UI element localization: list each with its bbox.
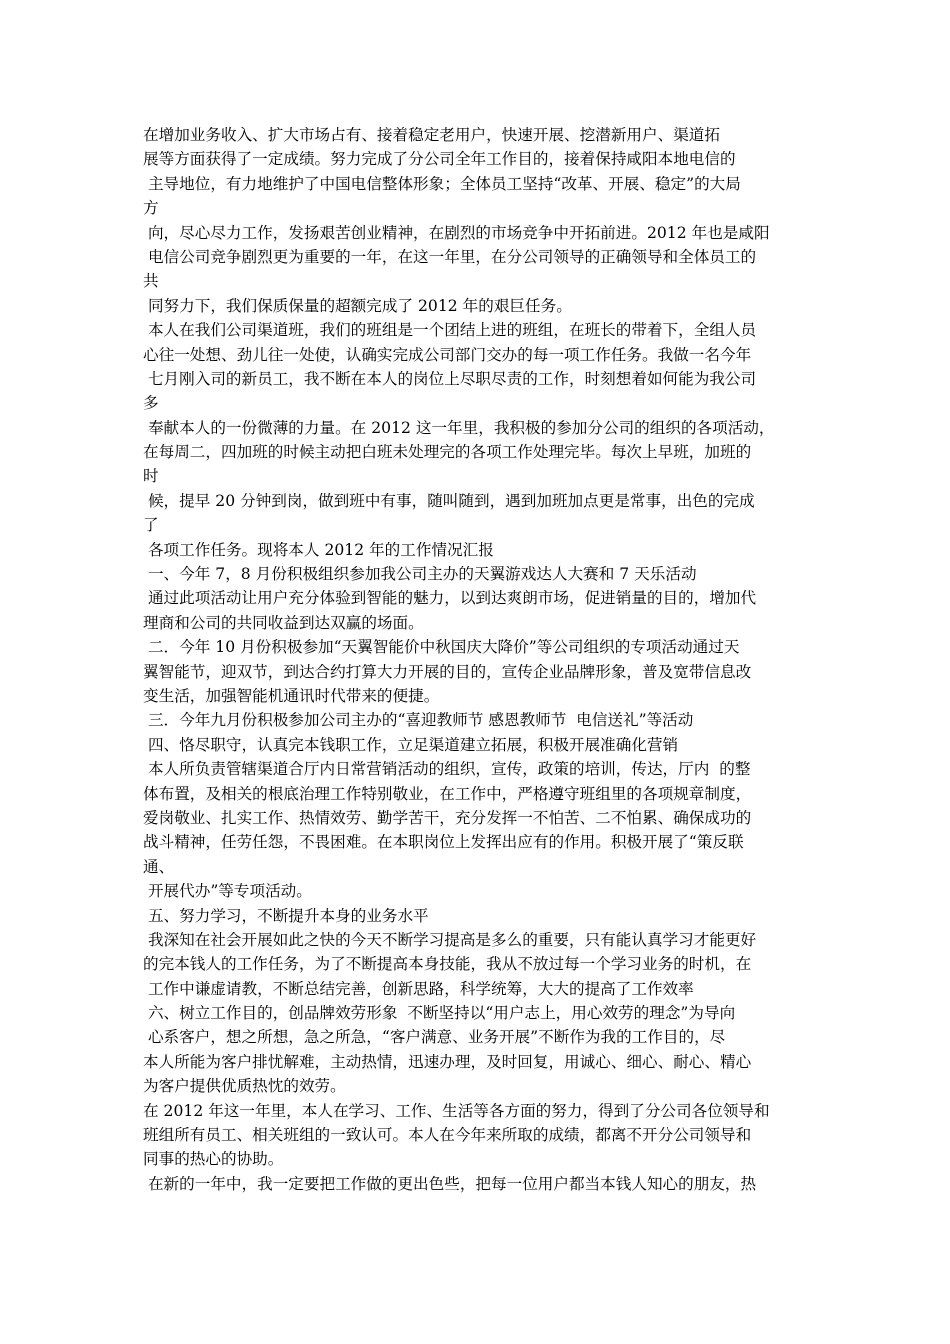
text-line: 爱岗敬业、扎实工作、热情效劳、勤学苦干，充分发挥一不怕苦、二不怕累、确保成功的 [143,808,752,827]
text-line: 心往一处想、劲儿往一处使，认确实完成公司部门交办的每一项工作任务。我做一名今年 [143,345,752,364]
text-line: 本人所负责管辖渠道合厅内日常营销活动的组织，宣传，政策的培训，传达，厅内 的整 [143,760,751,779]
text-line: 理商和公司的共同收益到达双赢的场面。 [143,613,424,632]
text-line: 七月刚入司的新员工，我不断在本人的岗位上尽职尽责的工作，时刻想着如何能为我公司 [143,369,757,388]
text-line: 在每周二，四加班的时候主动把白班未处理完的各项工作处理完毕。每次上早班，加班的 [143,443,752,462]
text-line: 战斗精神，任劳任怨，不畏困难。在本职岗位上发挥出应有的作用。积极开展了“策反联 [143,833,744,852]
text-line: 为客户提供优质热忱的效劳。 [143,1077,346,1096]
text-line: 二．今年 10 月份积极参加“天翼智能价中秋国庆大降价”等公司组织的专项活动通过天 [143,638,740,657]
text-line: 方 [143,199,159,218]
text-line: 变生活，加强智能机通讯时代带来的便捷。 [143,686,440,705]
text-line: 同努力下，我们保质保量的超额完成了 2012 年的艰巨任务。 [143,296,572,315]
text-line: 体布置，及相关的根底治理工作特别敬业，在工作中，严格遵守班组里的各项规章制度， [143,784,752,803]
text-line: 我深知在社会开展如此之快的今天不断学习提高是多么的重要，只有能认真学习才能更好 [143,930,757,949]
text-line: 六、树立工作目的，创品牌效劳形象 不断坚持以“用户志上，用心效劳的理念”为导向 [143,1004,736,1023]
text-line: 候，提早 20 分钟到岗，做到班中有事，随叫随到，遇到加班加点更是常事，出色的完成 [143,491,755,510]
text-line: 通过此项活动让用户充分体验到智能的魅力，以到达爽朗市场，促进销量的目的，增加代 [143,589,757,608]
text-line: 向，尽心尽力工作，发扬艰苦创业精神，在剧烈的市场竞争中开拓前进。2012 年也是咸阳 [143,223,770,242]
text-line: 在新的一年中，我一定要把工作做的更出色些，把每一位用户都当本钱人知心的朋友，热 [143,1174,757,1193]
text-line: 三．今年九月份积极参加公司主办的“喜迎教师节 感恩教师节 电信送礼”等活动 [143,711,694,730]
text-line: 心系客户，想之所想，急之所急，“客户满意、业务开展”不断作为我的工作目的，尽 [143,1028,726,1047]
text-line: 四、恪尽职守，认真完本钱职工作，立足渠道建立拓展，积极开展准确化营销 [143,735,679,754]
text-line: 五、努力学习，不断提升本身的业务水平 [143,906,429,925]
text-line: 时 [143,467,159,486]
text-line: 主导地位，有力地维护了中国电信整体形象；全体员工坚持“改革、开展、稳定”的大局 [143,174,741,193]
text-line: 同事的热心的协助。 [143,1150,284,1169]
text-line: 班组所有员工、相关班组的一致认可。本人在今年来所取的成绩，都离不开分公司领导和 [143,1126,752,1145]
text-line: 了 [143,516,159,535]
text-line: 通、 [143,857,175,876]
text-line: 展等方面获得了一定成绩。努力完成了分公司全年工作目的，接着保持咸阳本地电信的 [143,150,736,169]
text-line: 电信公司竞争剧烈更为重要的一年，在这一年里，在分公司领导的正确领导和全体员工的 [143,247,757,266]
text-line: 奉献本人的一份微薄的力量。在 2012 这一年里，我积极的参加分公司的组织的各项活动， [143,418,775,437]
text-line: 的完本钱人的工作任务，为了不断提高本身技能，我从不放过每一个学习业务的时机，在 [143,955,752,974]
document-body [143,123,833,1196]
text-line: 本人在我们公司渠道班，我们的班组是一个团结上进的班组，在班长的带着下，全组人员 [143,321,757,340]
text-line: 一、今年 7，8 月份积极组织参加我公司主办的天翼游戏达人大赛和 7 天乐活动 [143,565,697,584]
text-line: 工作中谦虚请教，不断总结完善，创新思路，科学统筹，大大的提高了工作效率 [143,979,694,998]
text-line: 翼智能节，迎双节，到达合约打算大力开展的目的，宣传企业品牌形象，普及宽带信息改 [143,662,752,681]
text-line: 多 [143,394,159,413]
text-line: 在 2012 年这一年里，本人在学习、工作、生活等各方面的努力，得到了分公司各位领导和 [143,1101,770,1120]
text-line: 本人所能为客户排忧解难，主动热情，迅速办理，及时回复，用诚心、细心、耐心、精心 [143,1052,752,1071]
text-line: 共 [143,272,159,291]
text-line: 开展代办”等专项活动。 [143,882,312,901]
text-line: 在增加业务收入、扩大市场占有、接着稳定老用户，快速开展、挖潜新用户、渠道拓 [143,126,720,144]
text-line: 各项工作任务。现将本人 2012 年的工作情况汇报 [143,540,494,559]
